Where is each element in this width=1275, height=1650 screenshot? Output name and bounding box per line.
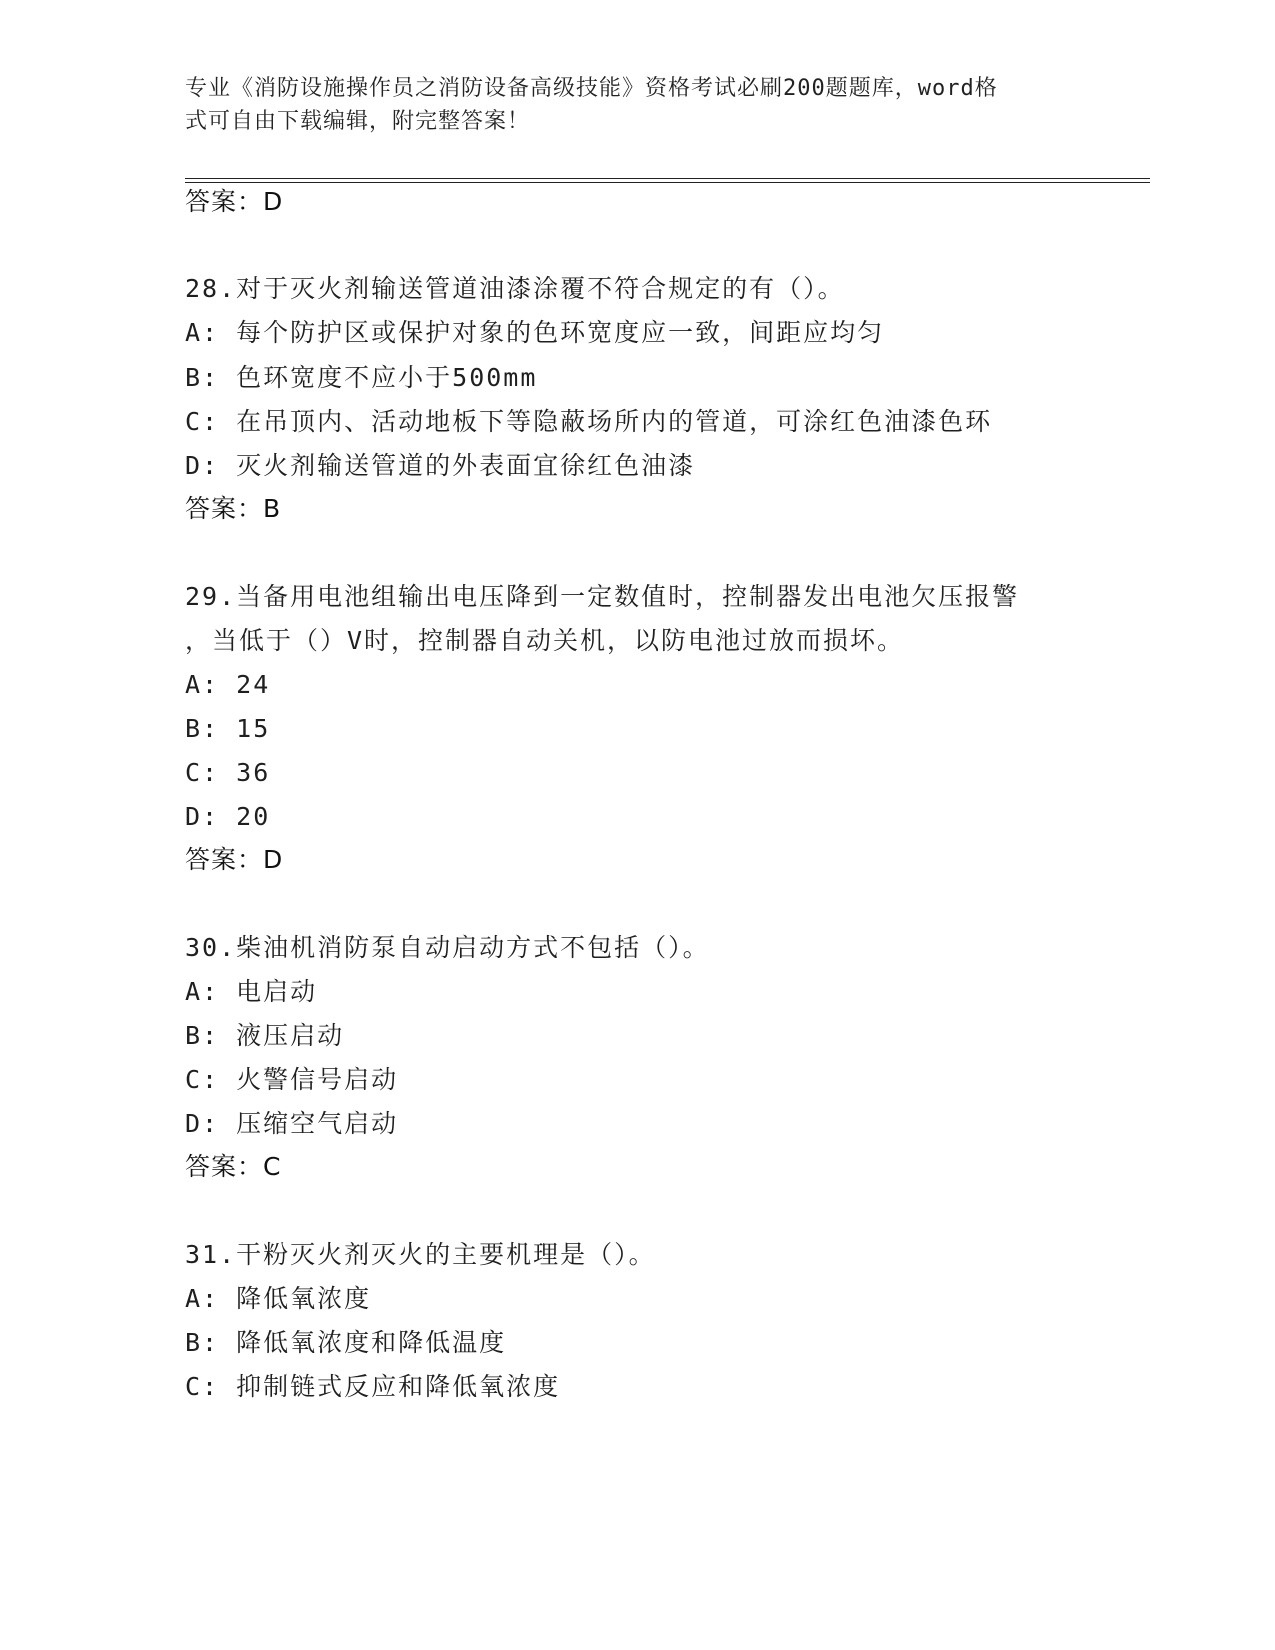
option-30-b: B: 液压启动 [185, 1021, 345, 1050]
question-stem-29-line-1: 29.当备用电池组输出电压降到一定数值时，控制器发出电池欠压报警 [185, 582, 1020, 611]
answer-value: D [263, 845, 284, 874]
answer-line-28 [185, 494, 281, 524]
option-30-a: A: 电启动 [185, 977, 318, 1006]
option-31-b: B: 降低氧浓度和降低温度 [185, 1328, 507, 1357]
document-header [185, 72, 1065, 138]
option-29-d: D: 20 [185, 802, 271, 831]
option-28-d: D: 灭火剂输送管道的外表面宜徐红色油漆 [185, 451, 696, 480]
question-stem-29-line-2: ，当低于（）V时，控制器自动关机，以防电池过放而损坏。 [185, 626, 905, 655]
option-29-a: A: 24 [185, 670, 271, 699]
header-line-2: 式可自由下载编辑，附完整答案！ [185, 109, 531, 134]
option-30-d: D: 压缩空气启动 [185, 1109, 399, 1138]
answer-value: D [263, 187, 284, 216]
answer-line-27 [185, 187, 283, 217]
answer-label: 答案： [185, 494, 264, 523]
option-28-c: C: 在吊顶内、活动地板下等隐蔽场所内的管道，可涂红色油漆色环 [185, 407, 993, 436]
option-31-c: C: 抑制链式反应和降低氧浓度 [185, 1372, 561, 1401]
header-rule-bottom [185, 182, 1150, 183]
answer-value: B [263, 494, 282, 523]
question-stem-30: 30.柴油机消防泵自动启动方式不包括（）。 [185, 933, 710, 962]
question-stem-28: 28.对于灭火剂输送管道油漆涂覆不符合规定的有（）。 [185, 274, 845, 303]
option-28-a: A: 每个防护区或保护对象的色环宽度应一致，间距应均匀 [185, 318, 885, 347]
question-stem-31: 31.干粉灭火剂灭火的主要机理是（）。 [185, 1240, 656, 1269]
option-29-c: C: 36 [185, 758, 271, 787]
header-rule-top [185, 178, 1150, 179]
option-29-b: B: 15 [185, 714, 271, 743]
option-28-b: B: 色环宽度不应小于500mm [185, 363, 538, 392]
answer-value: C [263, 1152, 282, 1181]
option-31-a: A: 降低氧浓度 [185, 1284, 372, 1313]
answer-label: 答案： [185, 1152, 264, 1181]
answer-line-29 [185, 845, 283, 875]
answer-line-30 [185, 1152, 281, 1182]
answer-label: 答案： [185, 845, 264, 874]
option-30-c: C: 火警信号启动 [185, 1065, 399, 1094]
header-line-1: 专业《消防设施操作员之消防设备高级技能》资格考试必刷200题题库，word格 [185, 76, 998, 101]
answer-label: 答案： [185, 187, 264, 216]
